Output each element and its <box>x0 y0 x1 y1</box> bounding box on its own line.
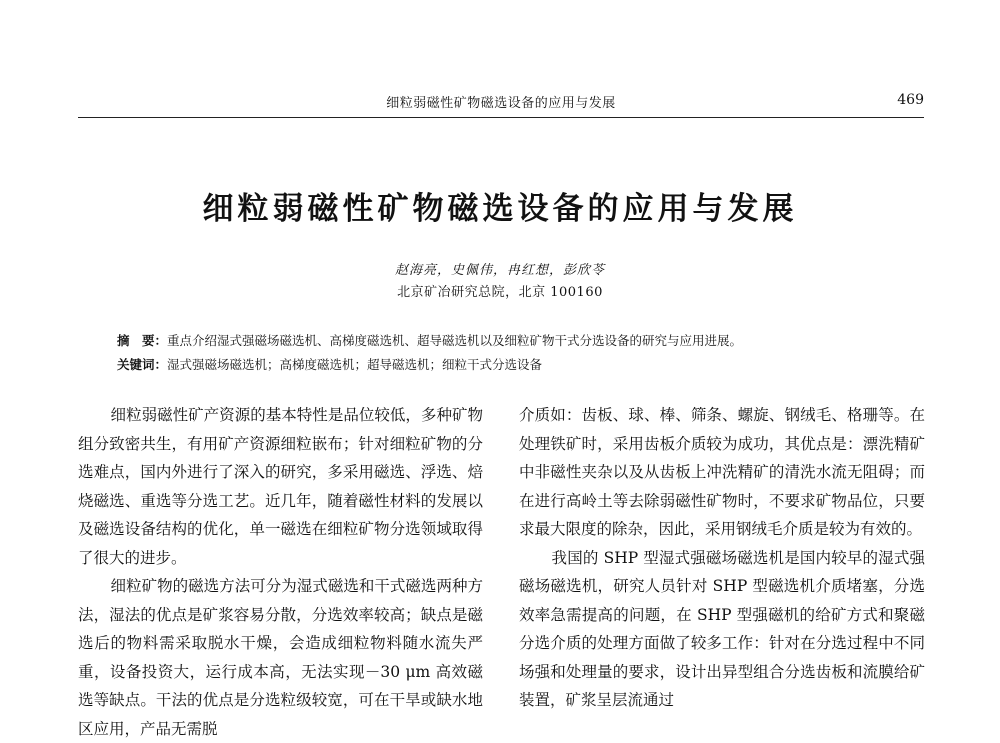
paragraph: 细粒矿物的磁选方法可分为湿式磁选和干式磁选两种方法，湿法的优点是矿浆容易分散，分选效率较高；缺点是磁选后的物料需采取脱水干燥，会造成细粒物料随水流失严重，设备投资大，运行成本高，无法实现－30 μm 高效磁选等缺点。干法的优点是分选粒级较宽，可在干旱或缺水地区应用，产品无需脱 <box>78 577 483 738</box>
keywords-text: 湿式强磁场磁选机；高梯度磁选机；超导磁选机；细粒干式分选设备 <box>167 357 543 372</box>
body-column-right <box>519 401 925 715</box>
paragraph: 我国的 SHP 型湿式强磁场磁选机是国内较早的湿式强磁场磁选机，研究人员针对 SHP 型磁选机介质堵塞，分选效率急需提高的问题，在 SHP 型强磁机的给矿方式和聚磁分选介质的处理方面做了较多工作：针对在分选过程中不同场强和处理量的要求，设计出异型组合分选齿板和流膜给矿装置，矿浆呈层流通过 <box>519 548 925 709</box>
paragraph: 细粒弱磁性矿产资源的基本特性是品位较低，多种矿物组分致密共生，有用矿产资源细粒嵌布；针对细粒矿物的分选难点，国内外进行了深入的研究，多采用磁选、浮选、焙烧磁选、重选等分选工艺。近几年，随着磁性材料的发展以及磁选设备结构的优化，单一磁选在细粒矿物分选领域取得了很大的进步。 <box>78 406 483 567</box>
authors: 赵海亮，史佩伟，冉红想，彭欣苓 <box>394 263 605 278</box>
header-rule <box>78 117 924 118</box>
body-column-left <box>78 401 483 743</box>
abstract <box>117 331 917 349</box>
abstract-label: 摘 要： <box>117 333 168 348</box>
article-title: 细粒弱磁性矿物磁选设备的应用与发展 <box>202 191 798 227</box>
running-head <box>78 92 924 114</box>
keywords <box>117 355 917 373</box>
affiliation: 北京矿冶研究总院，北京 100160 <box>397 285 603 300</box>
paragraph: 介质如：齿板、球、棒、筛条、螺旋、钢绒毛、格珊等。在处理铁矿时，采用齿板介质较为成功，其优点是：漂洗精矿中非磁性夹杂以及从齿板上冲洗精矿的清洗水流无阻碍；而在进行高岭土等去除弱磁性矿物时，不要求矿物品位，只要求最大限度的除杂，因此，采用钢绒毛介质是较为有效的。 <box>519 406 925 538</box>
running-title: 细粒弱磁性矿物磁选设备的应用与发展 <box>386 96 616 111</box>
page-number: 469 <box>897 92 924 108</box>
abstract-text: 重点介绍湿式强磁场磁选机、高梯度磁选机、超导磁选机以及细粒矿物干式分选设备的研究与应用进展。 <box>167 333 743 348</box>
keywords-label: 关键词： <box>117 357 168 372</box>
